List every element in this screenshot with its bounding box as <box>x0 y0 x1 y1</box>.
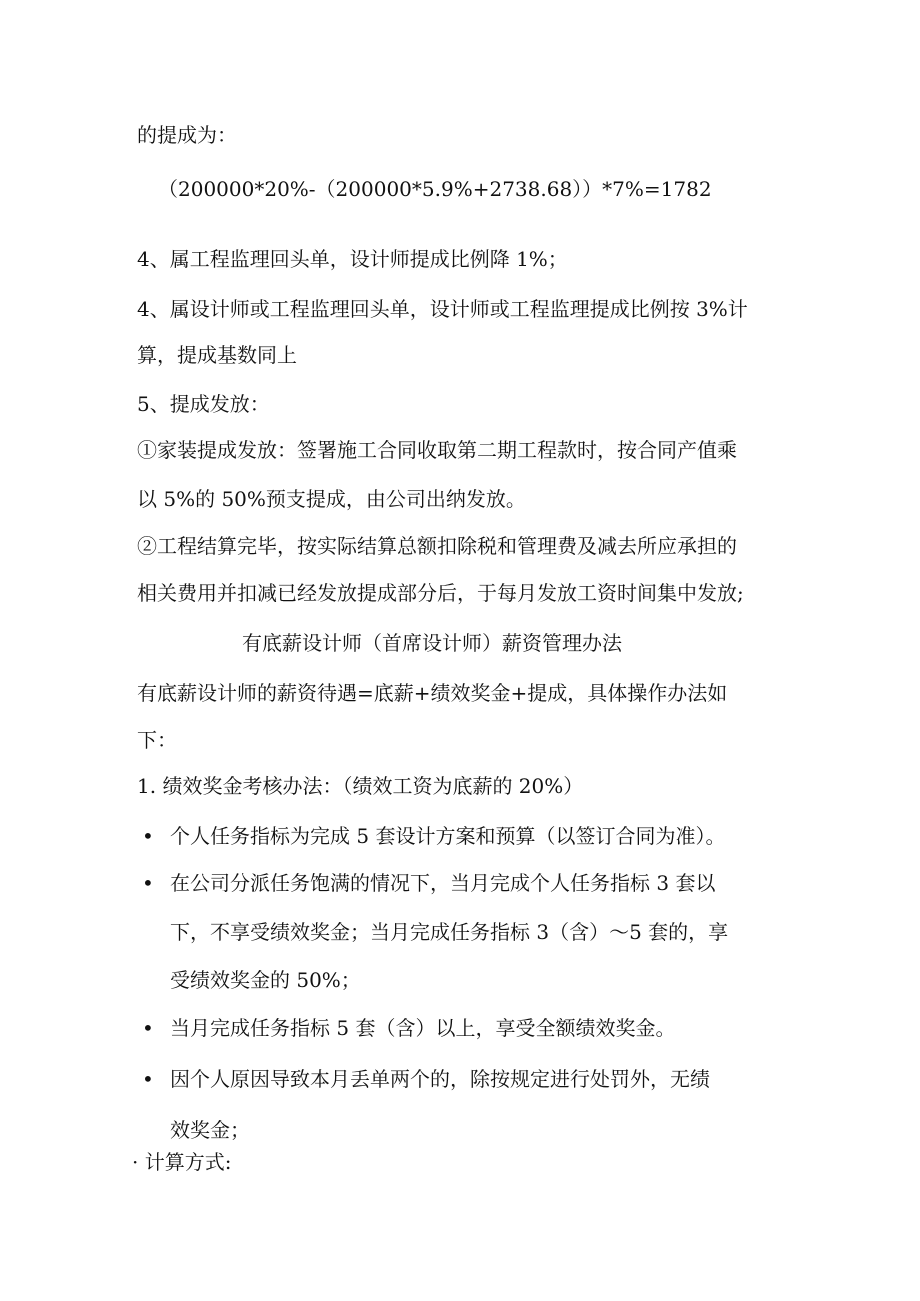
item-4b-line1: 4、属设计师或工程监理回头单，设计师或工程监理提成比例按 3%计 <box>137 297 748 321</box>
circle-item-2-line2: 相关费用并扣减已经发放提成部分后，于每月发放工资时间集中发放; <box>137 581 744 605</box>
bullet-marker: • <box>142 1067 154 1091</box>
bullet-marker: • <box>142 824 154 848</box>
calc-method: · 计算方式: <box>132 1150 232 1174</box>
bullet-4-line2: 效奖金； <box>170 1118 250 1142</box>
bullet-1: 个人任务指标为完成 5 套设计方案和预算（以签订合同为准）。 <box>170 824 726 848</box>
bullet-2-line2: 下，不享受绩效奖金；当月完成任务指标 3（含）～5 套的，享 <box>170 920 729 944</box>
formula-line: （200000*20%-（200000*5.9%+2738.68））*7%=1782 <box>158 177 712 201</box>
item-4a: 4、属工程监理回头单，设计师提成比例降 1%； <box>137 247 568 271</box>
intro-line1: 有底薪设计师的薪资待遇=底薪+绩效奖金+提成，具体操作办法如 <box>137 681 728 705</box>
circle-item-2-line1: ②工程结算完毕，按实际结算总额扣除税和管理费及减去所应承担的 <box>137 534 737 558</box>
intro-line2: 下： <box>137 728 177 752</box>
circle-item-1-line1: ①家装提成发放：签署施工合同收取第二期工程款时，按合同产值乘 <box>137 438 737 462</box>
subheading-1: 1. 绩效奖金考核办法：（绩效工资为底薪的 20%） <box>137 774 584 798</box>
bullet-marker: • <box>142 1016 154 1040</box>
bullet-2-line3: 受绩效奖金的 50%； <box>170 968 361 992</box>
section-title: 有底薪设计师（首席设计师）薪资管理办法 <box>242 631 622 655</box>
item-4b-line2: 算，提成基数同上 <box>137 343 297 367</box>
bullet-marker: • <box>142 871 154 895</box>
bullet-2-line1: 在公司分派任务饱满的情况下，当月完成个人任务指标 3 套以 <box>170 871 716 895</box>
text-line-intro: 的提成为： <box>137 123 237 147</box>
item-5: 5、提成发放： <box>137 392 270 416</box>
circle-item-1-line2: 以 5%的 50%预支提成，由公司出纳发放。 <box>137 487 526 511</box>
bullet-3: 当月完成任务指标 5 套（含）以上，享受全额绩效奖金。 <box>170 1016 676 1040</box>
bullet-4-line1: 因个人原因导致本月丢单两个的，除按规定进行处罚外，无绩 <box>170 1067 710 1091</box>
